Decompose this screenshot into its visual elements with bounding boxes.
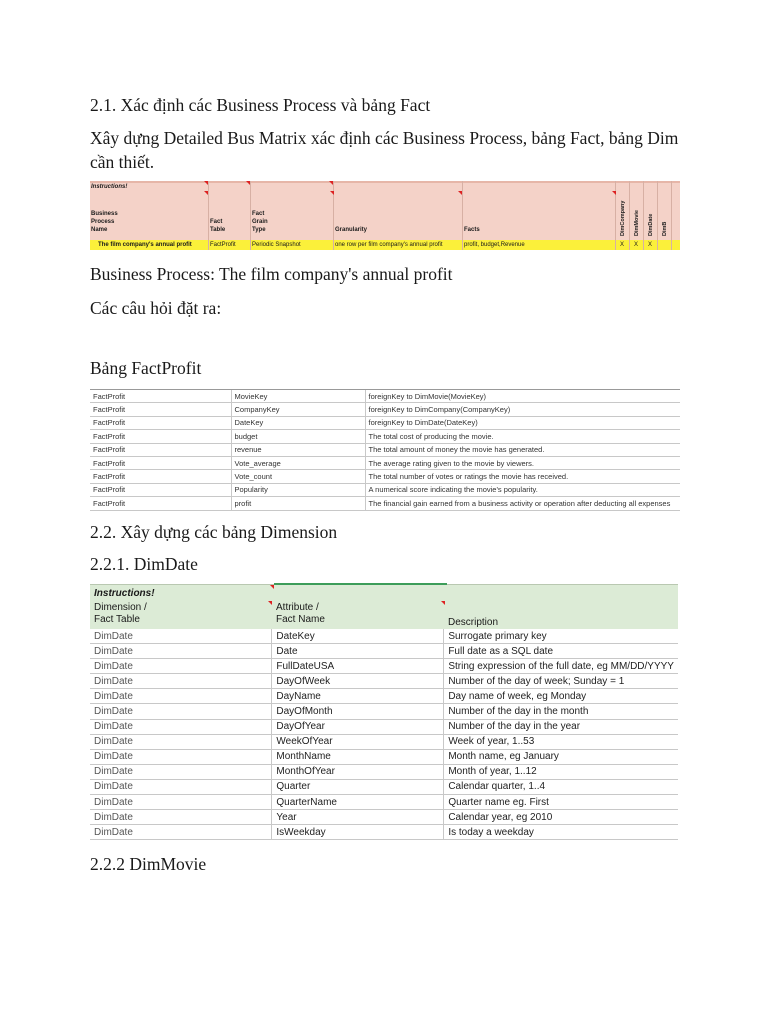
section-heading-dimmovie: 2.2.2 DimMovie (90, 854, 207, 874)
dimdate-row-cell: FullDateUSA (272, 659, 444, 674)
dimdate-row (90, 719, 678, 734)
dimdate-row-cell: DimDate (90, 659, 272, 674)
fact-profit-table (90, 389, 680, 511)
fact-row-cell: FactProfit (90, 470, 231, 483)
bus-dim-movie: DimMovie (634, 210, 640, 236)
dimdate-row-cell: Full date as a SQL date (444, 644, 678, 659)
dimdate-row (90, 689, 678, 704)
dimdate-row (90, 659, 678, 674)
dimdate-row-cell: DimDate (90, 719, 272, 734)
fact-row-cell: budget (231, 430, 365, 443)
fact-row-cell: FactProfit (90, 483, 231, 496)
dimdate-row-cell: Number of the day of week; Sunday = 1 (444, 674, 678, 689)
bus-matrix: Instructions! Business Process Name Fact Table Fact Grain Type Granularity Facts DimCompany DimMovie DimDate DimB The film company's annual profit FactProfit Periodic Snapshot one row per film company's annual profit profit, budget,Revenue X X X (90, 181, 680, 251)
dimdate-row-cell: WeekOfYear (272, 734, 444, 749)
section-heading-dimdate: 2.2.1. DimDate (90, 554, 198, 574)
dimdate-row-cell: DimDate (90, 825, 272, 840)
dimdate-row-cell: Month name, eg January (444, 749, 678, 764)
dimdate-row-cell: DimDate (90, 779, 272, 794)
dimdate-row-cell: DimDate (90, 644, 272, 659)
fact-row-cell: FactProfit (90, 497, 231, 510)
fact-row-cell: FactProfit (90, 416, 231, 429)
fact-row-cell: profit (231, 497, 365, 510)
dimdate-row-cell: String expression of the full date, eg MM/DD/YYYY (444, 659, 678, 674)
dimdate-row-cell: DimDate (90, 795, 272, 810)
dimdate-row-cell: Day name of week, eg Monday (444, 689, 678, 704)
bus-row-process: The film company's annual profit (98, 242, 192, 248)
fact-row (90, 497, 680, 510)
fact-row-cell: Vote_count (231, 470, 365, 483)
dimdate-row (90, 704, 678, 719)
fact-row (90, 390, 680, 403)
dimdate-row-cell: Surrogate primary key (444, 629, 678, 644)
dimdate-row-cell: Year (272, 810, 444, 825)
fact-row-cell: FactProfit (90, 390, 231, 403)
fact-row (90, 403, 680, 416)
intro-paragraph: Xây dựng Detailed Bus Matrix xác định các Business Process, bảng Fact, bảng Dim cần thiết. (90, 128, 679, 172)
fact-row-cell: FactProfit (90, 456, 231, 469)
dimdate-table (90, 584, 678, 840)
bus-matrix-header (90, 181, 680, 240)
dimdate-row (90, 734, 678, 749)
bus-instructions: Instructions! (91, 184, 128, 190)
dimdate-row-cell: Quarter (272, 779, 444, 794)
fact-row-cell: Vote_average (231, 456, 365, 469)
section-heading-2-1: 2.1. Xác định các Business Process và bảng Fact (90, 95, 431, 115)
dimdate-row (90, 749, 678, 764)
fact-row-cell: The total amount of money the movie has generated. (365, 443, 680, 456)
fact-row (90, 456, 680, 469)
dimdate-row-cell: DimDate (90, 704, 272, 719)
fact-row-cell: revenue (231, 443, 365, 456)
dimdate-row-cell: MonthOfYear (272, 764, 444, 779)
fact-row-cell: foreignKey to DimDate(DateKey) (365, 416, 680, 429)
questions-line: Các câu hỏi đặt ra: (90, 298, 222, 318)
fact-row-cell: DateKey (231, 416, 365, 429)
bus-dim-b: DimB (662, 221, 668, 236)
dimdate-row-cell: DateKey (272, 629, 444, 644)
fact-row-cell: The total cost of producing the movie. (365, 430, 680, 443)
fact-row (90, 416, 680, 429)
dimdate-row (90, 779, 678, 794)
dimdate-row-cell: MonthName (272, 749, 444, 764)
dimdate-row-cell: Is today a weekday (444, 825, 678, 840)
fact-row-cell: FactProfit (90, 403, 231, 416)
dimdate-row-cell: DimDate (90, 810, 272, 825)
dimdate-row (90, 795, 678, 810)
dimdate-row-cell: DimDate (90, 749, 272, 764)
dimdate-row-cell: DayOfMonth (272, 704, 444, 719)
dimdate-row-cell: DayOfYear (272, 719, 444, 734)
fact-row-cell: Popularity (231, 483, 365, 496)
fact-row-cell: The average rating given to the movie by viewers. (365, 456, 680, 469)
dimdate-row-cell: Week of year, 1..53 (444, 734, 678, 749)
dimdate-row (90, 825, 678, 840)
dimdate-row-cell: DayName (272, 689, 444, 704)
fact-row-cell: A numerical score indicating the movie's popularity. (365, 483, 680, 496)
fact-row-cell: CompanyKey (231, 403, 365, 416)
dimdate-row-cell: Month of year, 1..12 (444, 764, 678, 779)
fact-row (90, 430, 680, 443)
fact-row-cell: foreignKey to DimCompany(CompanyKey) (365, 403, 680, 416)
dimdate-row-cell: DimDate (90, 764, 272, 779)
dimdate-row-cell: Calendar year, eg 2010 (444, 810, 678, 825)
dimdate-row (90, 674, 678, 689)
fact-row (90, 483, 680, 496)
dimdate-row (90, 644, 678, 659)
dimdate-row (90, 764, 678, 779)
dimdate-row-cell: Quarter name eg. First (444, 795, 678, 810)
fact-row (90, 443, 680, 456)
dimdate-row (90, 810, 678, 825)
dimdate-instructions: Instructions! (94, 588, 155, 599)
dimdate-row-cell: DayOfWeek (272, 674, 444, 689)
fact-row-cell: FactProfit (90, 430, 231, 443)
fact-row-cell: foreignKey to DimMovie(MovieKey) (365, 390, 680, 403)
bus-dim-company: DimCompany (620, 200, 626, 236)
dimdate-row (90, 629, 678, 644)
dimdate-row-cell: DimDate (90, 689, 272, 704)
dimdate-row-cell: Number of the day in the month (444, 704, 678, 719)
fact-row-cell: FactProfit (90, 443, 231, 456)
dimdate-row-cell: DimDate (90, 734, 272, 749)
dimdate-row-cell: Calendar quarter, 1..4 (444, 779, 678, 794)
fact-row-cell: MovieKey (231, 390, 365, 403)
fact-row-cell: The total number of votes or ratings the movie has received. (365, 470, 680, 483)
dimdate-row-cell: DimDate (90, 629, 272, 644)
dimdate-header: Instructions! Dimension / Fact Table Attribute / Fact Name Description (90, 584, 678, 629)
fact-row-cell: The financial gain earned from a business activity or operation after deducting all expenses (365, 497, 680, 510)
fact-row (90, 470, 680, 483)
bus-dim-date: DimDate (648, 213, 654, 236)
section-heading-2-2: 2.2. Xây dựng các bảng Dimension (90, 522, 338, 542)
fact-table-title: Bảng FactProfit (90, 358, 202, 378)
dimdate-row-cell: Number of the day in the year (444, 719, 678, 734)
dimdate-row-cell: IsWeekday (272, 825, 444, 840)
dimdate-row-cell: DimDate (90, 674, 272, 689)
dimdate-row-cell: Date (272, 644, 444, 659)
dimdate-row-cell: QuarterName (272, 795, 444, 810)
business-process-line: Business Process: The film company's annual profit (90, 264, 453, 284)
